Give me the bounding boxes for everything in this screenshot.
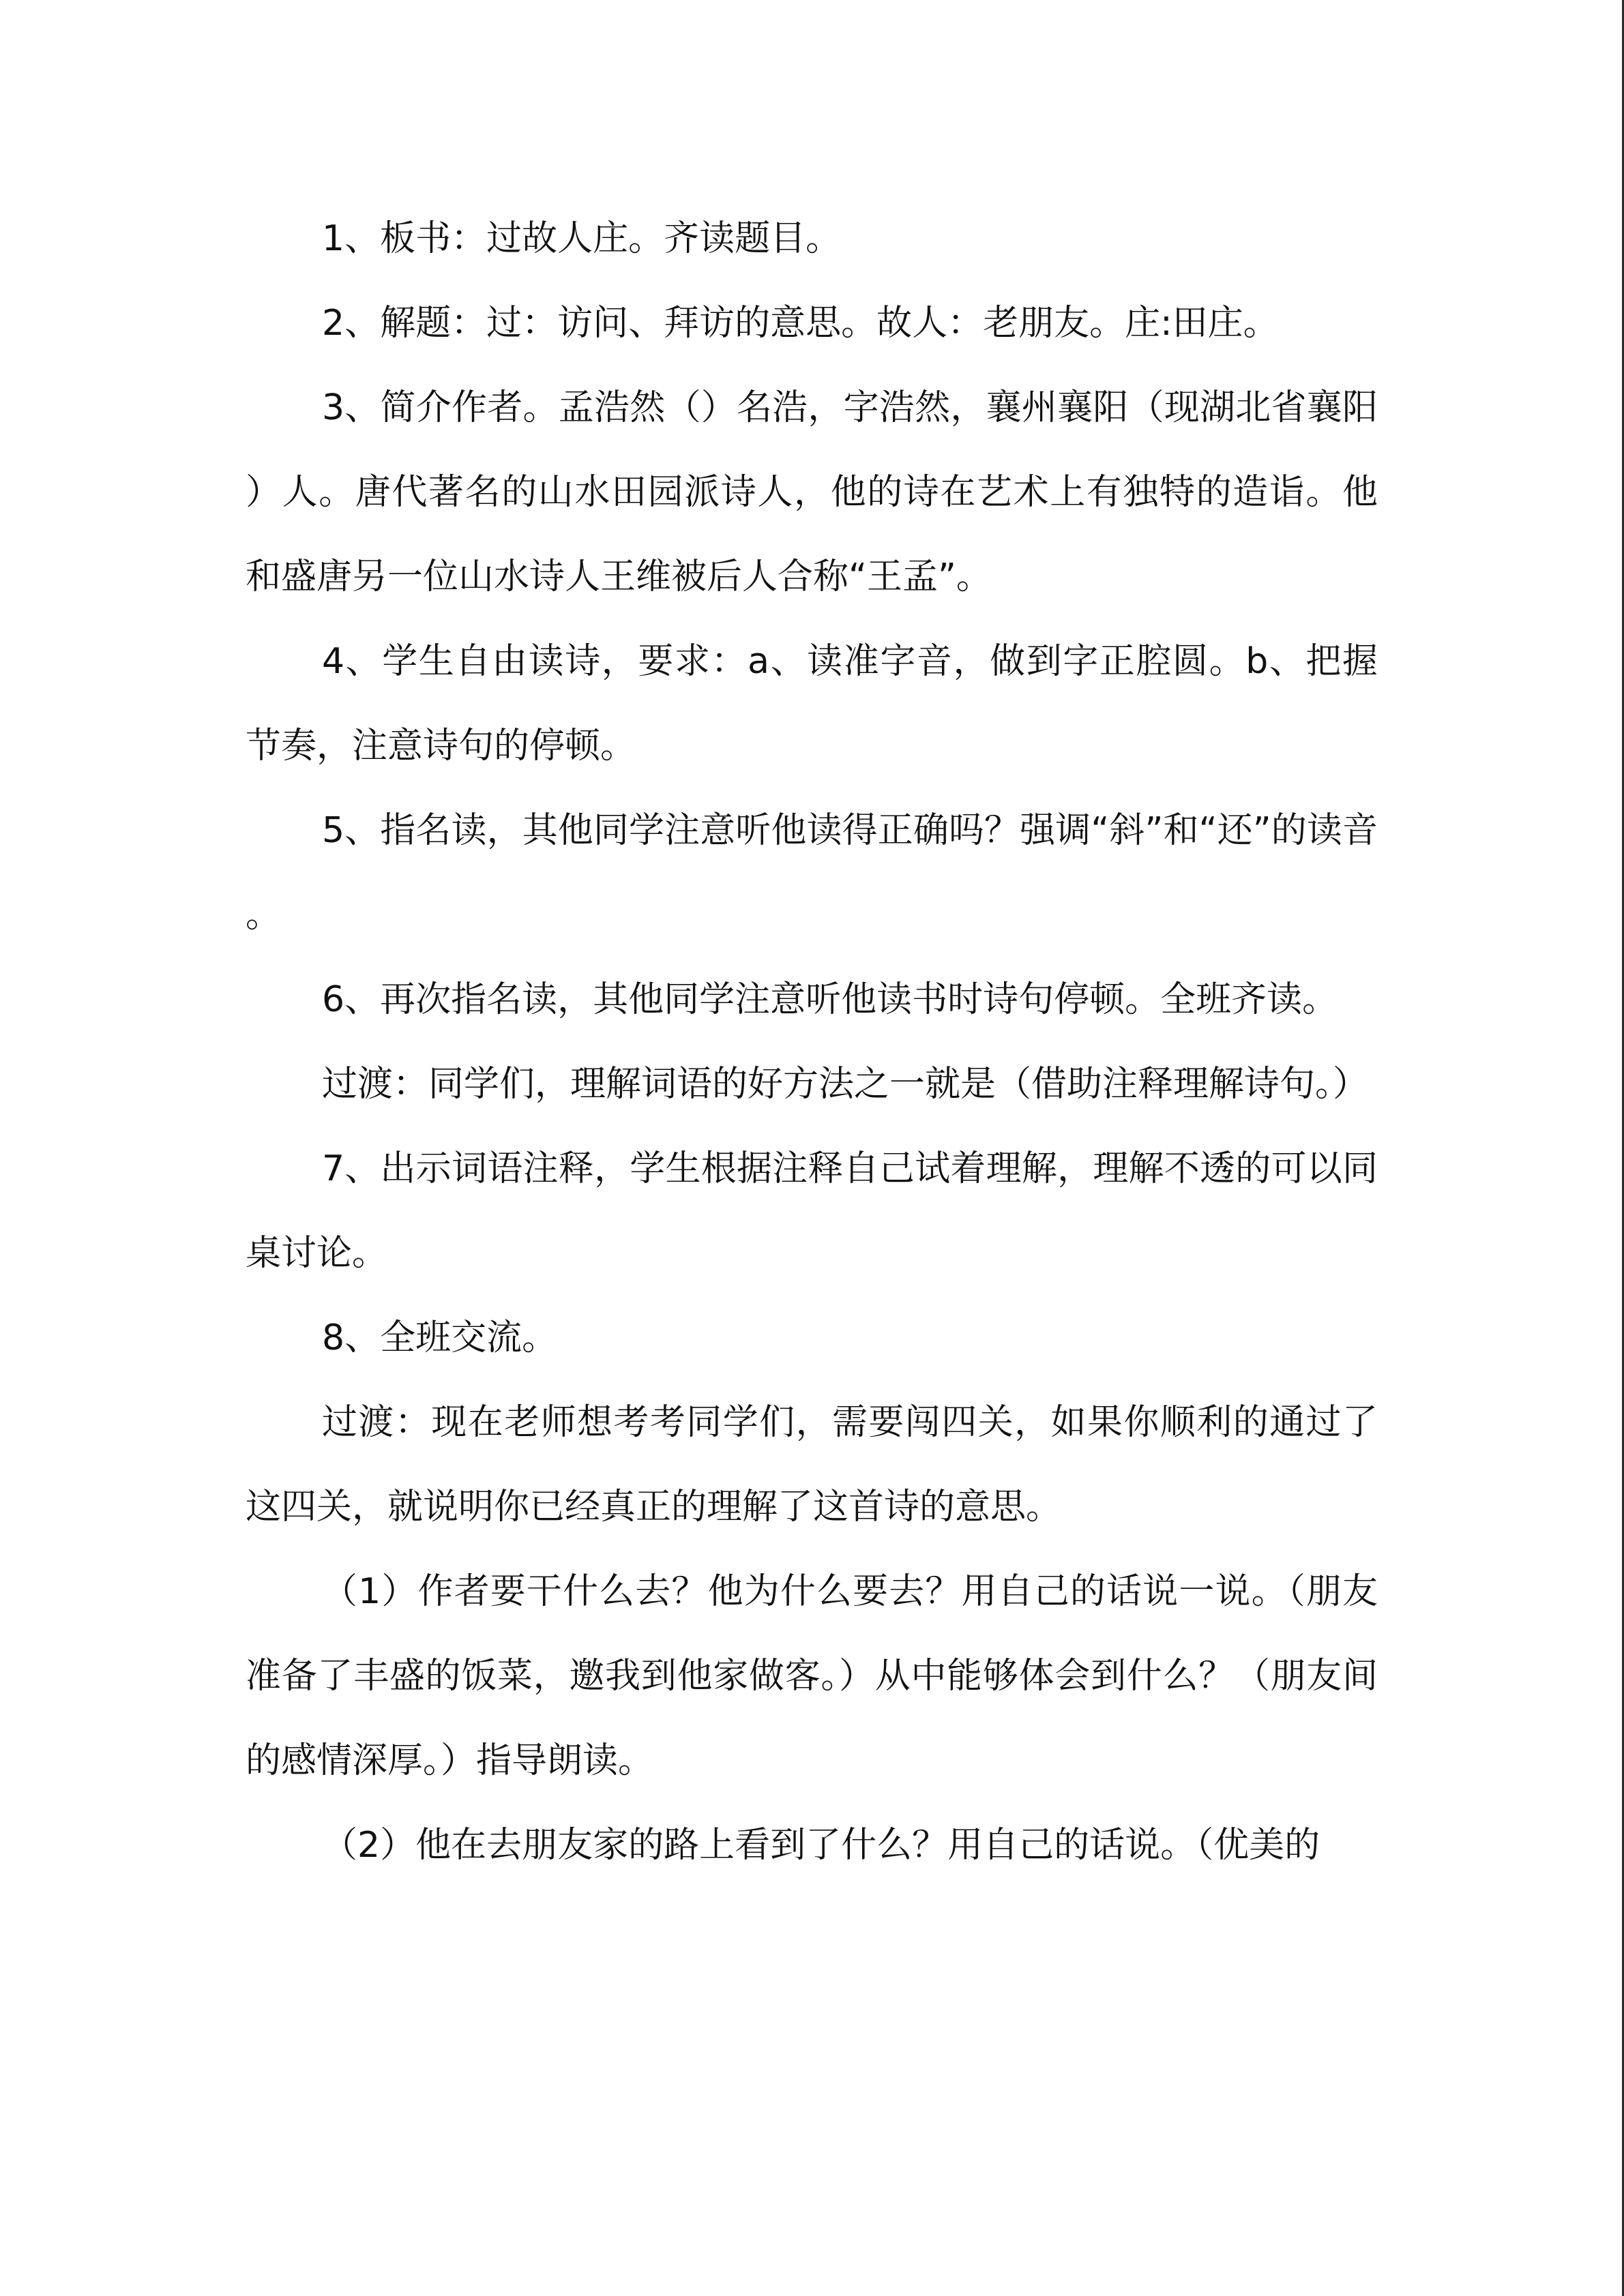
paragraph-1: 1、板书：过故人庄。齐读题目。 [322,218,842,259]
paragraph-transition-1: 过渡：同学们，理解词语的好方法之一就是（借助注释理解诗句。） [322,1064,1369,1105]
document-body [246,196,1378,1888]
paragraph-7: 7、出示词语注释，学生根据注释自己试着理解，理解不透的可以同桌讨论。 [246,1148,1378,1274]
paragraph-2: 2、解题：过：访问、拜访的意思。故人：老朋友。庄:田庄。 [322,303,1279,344]
paragraph-5: 5、指名读，其他同学注意听他读得正确吗？强调“斜”和“还”的读音。 [246,810,1378,936]
paragraph-8: 8、全班交流。 [322,1317,558,1358]
paragraph-question-1: （1）作者要干什么去？他为什么要去？用自己的话说一说。（朋友准备了丰盛的饭菜，邀我到他家做客。）从中能够体会到什么？（朋友间的感情深厚。）指导朗读。 [246,1571,1378,1781]
paragraph-transition-2: 过渡：现在老师想考考同学们，需要闯四关，如果你顺利的通过了这四关，就说明你已经真正的理解了这首诗的意思。 [246,1402,1378,1527]
paragraph-6: 6、再次指名读，其他同学注意听他读书时诗句停顿。全班齐读。 [322,979,1338,1020]
paragraph-question-2: （2）他在去朋友家的路上看到了什么？用自己的话说。（优美的 [322,1825,1320,1866]
paragraph-3: 3、简介作者。孟浩然（）名浩，字浩然，襄州襄阳（现湖北省襄阳）人。唐代著名的山水田园派诗人，他的诗在艺术上有独特的造诣。他和盛唐另一位山水诗人王维被后人合称“王孟”。 [246,387,1378,597]
paragraph-4: 4、学生自由读诗，要求：a、读准字音，做到字正腔圆。b、把握节奏，注意诗句的停顿。 [246,641,1378,766]
